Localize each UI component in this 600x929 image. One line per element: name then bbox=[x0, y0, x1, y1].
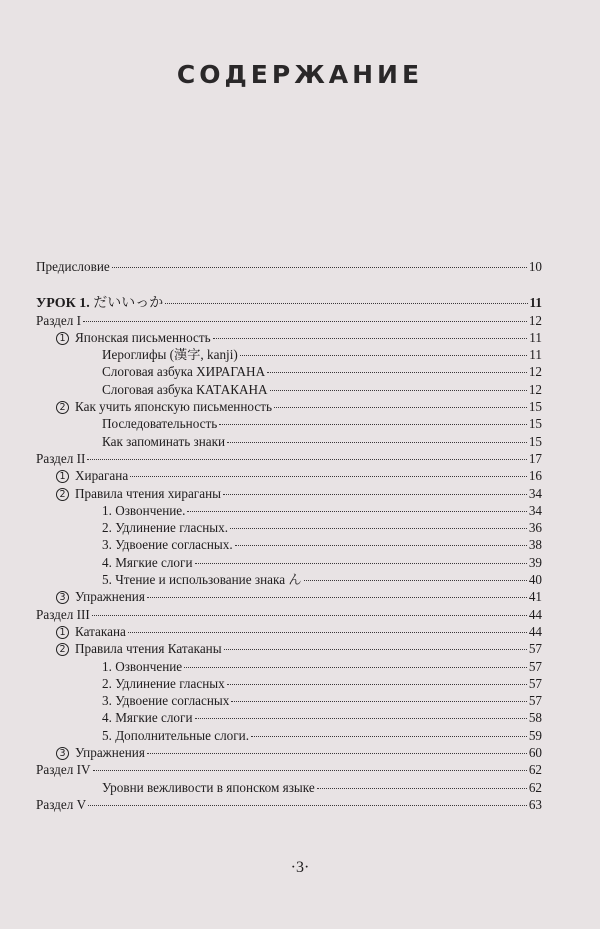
toc-entry[interactable] bbox=[36, 623, 542, 640]
dot-leader bbox=[92, 615, 527, 616]
dot-leader bbox=[112, 267, 527, 268]
toc-entry-page: 17 bbox=[528, 450, 542, 466]
toc-entry-page: 62 bbox=[528, 779, 542, 795]
toc-entry-text: 1. Озвончение. bbox=[102, 502, 186, 518]
toc-entry-text: 2. Удлинение гласных. bbox=[102, 520, 229, 536]
toc-entry-label bbox=[36, 761, 91, 778]
toc-entry[interactable] bbox=[36, 381, 542, 398]
toc-entry-text: Раздел I bbox=[36, 312, 81, 328]
toc-entry-page: 57 bbox=[528, 641, 542, 657]
toc-entry[interactable] bbox=[36, 433, 542, 450]
dot-leader bbox=[195, 718, 527, 719]
toc-entry-label: Предисловие bbox=[36, 259, 110, 274]
circled-number-icon: 1 bbox=[56, 470, 69, 483]
toc-entry[interactable] bbox=[36, 502, 542, 519]
toc-entry-page: 57 bbox=[528, 693, 542, 709]
toc-entry-page: 15 bbox=[528, 399, 542, 415]
toc-entry-label bbox=[102, 692, 229, 709]
toc-entry-page: 15 bbox=[528, 433, 542, 449]
dot-leader bbox=[165, 303, 527, 304]
toc-entry-text: Японская письменность bbox=[75, 329, 211, 345]
dot-leader bbox=[224, 649, 527, 650]
toc-entry-label bbox=[36, 606, 90, 623]
toc-entry-label bbox=[36, 450, 85, 467]
toc-entry-text: Как запоминать знаки bbox=[102, 433, 226, 449]
dot-leader bbox=[223, 494, 527, 495]
dot-leader bbox=[274, 407, 527, 408]
circled-number-icon: 2 bbox=[56, 643, 69, 656]
toc-entry[interactable] bbox=[36, 554, 542, 571]
toc-entry-page: 12 bbox=[528, 364, 542, 380]
toc-entry-label bbox=[102, 709, 193, 726]
dot-leader bbox=[83, 321, 527, 322]
toc-entry-label bbox=[56, 623, 126, 640]
dot-leader bbox=[317, 788, 527, 789]
page-title: СОДЕРЖАНИЕ bbox=[176, 60, 424, 89]
toc-entry-text: 2. Удлинение гласных bbox=[102, 675, 225, 691]
toc-entry[interactable] bbox=[36, 675, 542, 692]
dot-leader bbox=[88, 805, 527, 806]
toc-entry[interactable] bbox=[36, 796, 542, 813]
lesson-number: УРОК 1. bbox=[36, 296, 90, 312]
section-gap bbox=[36, 275, 542, 294]
toc-entry[interactable] bbox=[36, 312, 542, 329]
dot-leader bbox=[231, 701, 526, 702]
toc-entry[interactable] bbox=[36, 415, 542, 432]
toc-entry-page: 34 bbox=[528, 485, 542, 501]
toc-entry-text: Правила чтения хираганы bbox=[75, 485, 221, 501]
toc-entry-label bbox=[102, 415, 217, 432]
toc-entry-label bbox=[102, 363, 265, 380]
toc-entry-text: 5. Дополнительные слоги. bbox=[102, 727, 250, 743]
toc-entry[interactable] bbox=[36, 450, 542, 467]
toc-entry-text: 3. Удвоение согласных bbox=[102, 693, 230, 709]
toc-entry-text: 1. Озвончение bbox=[102, 658, 183, 674]
toc-entry[interactable] bbox=[36, 346, 542, 363]
toc-entry[interactable] bbox=[36, 519, 542, 536]
dot-leader bbox=[213, 338, 528, 339]
dot-leader bbox=[304, 580, 527, 581]
toc-entry-text: Раздел V bbox=[36, 796, 87, 812]
dot-leader bbox=[87, 459, 526, 460]
toc-entries bbox=[36, 312, 542, 814]
dot-leader bbox=[187, 511, 526, 512]
toc-entry-page: 11 bbox=[529, 329, 542, 345]
circled-number-icon: 2 bbox=[56, 488, 69, 501]
dot-leader bbox=[93, 770, 527, 771]
toc-entry[interactable] bbox=[36, 709, 542, 726]
toc-entry-text: Слоговая азбука КАТАКАНА bbox=[102, 381, 268, 397]
circled-number-icon: 3 bbox=[56, 747, 69, 760]
toc-entry[interactable] bbox=[36, 779, 542, 796]
toc-entry[interactable] bbox=[36, 363, 542, 380]
dot-leader bbox=[147, 753, 527, 754]
toc-entry-text: Иероглифы (漢字, kanji) bbox=[102, 347, 238, 363]
table-of-contents bbox=[36, 258, 542, 813]
toc-entry-label bbox=[102, 571, 302, 588]
circled-number-icon: 2 bbox=[56, 401, 69, 414]
toc-entry-page: 16 bbox=[528, 468, 542, 484]
toc-entry-page: 40 bbox=[528, 572, 542, 588]
toc-entry[interactable] bbox=[36, 588, 542, 605]
toc-entry-page: 11 bbox=[529, 347, 542, 363]
toc-entry-text: Хирагана bbox=[75, 468, 129, 484]
toc-entry-page: 36 bbox=[528, 520, 542, 536]
toc-entry-label bbox=[36, 295, 163, 312]
toc-entry-page: 12 bbox=[528, 312, 542, 328]
toc-entry-page: 39 bbox=[528, 554, 542, 570]
toc-entry[interactable] bbox=[36, 329, 542, 346]
toc-entry-text: 5. Чтение и использование знака ん bbox=[102, 572, 302, 588]
toc-entry-text: Раздел II bbox=[36, 450, 86, 466]
toc-entry-label bbox=[56, 485, 221, 502]
page-number: ·3· bbox=[290, 859, 310, 876]
toc-entry-text: Катакана bbox=[75, 623, 126, 639]
dot-leader bbox=[270, 390, 527, 391]
toc-entry-label bbox=[56, 398, 272, 415]
toc-entry-label bbox=[36, 312, 81, 329]
dot-leader bbox=[219, 424, 527, 425]
toc-entry[interactable] bbox=[36, 727, 542, 744]
toc-entry[interactable] bbox=[36, 658, 542, 675]
toc-entry-page: 41 bbox=[528, 589, 542, 605]
toc-entry-text: 4. Мягкие слоги bbox=[102, 710, 193, 726]
toc-entry-text: Правила чтения Катаканы bbox=[75, 641, 222, 657]
toc-entry[interactable] bbox=[36, 467, 542, 484]
toc-entry-page: 63 bbox=[528, 796, 542, 812]
toc-entry-text: Как учить японскую письменность bbox=[75, 399, 272, 415]
circled-number-icon: 1 bbox=[56, 332, 69, 345]
toc-entry-preface[interactable] bbox=[36, 258, 542, 275]
toc-entry-page: 57 bbox=[528, 675, 542, 691]
lesson-title-jp: だいいっか bbox=[93, 296, 164, 312]
toc-entry-page: 58 bbox=[528, 710, 542, 726]
toc-entry-label bbox=[102, 675, 225, 692]
toc-entry-label bbox=[56, 467, 128, 484]
toc-entry-page: 60 bbox=[528, 745, 542, 761]
toc-entry-text: 4. Мягкие слоги bbox=[102, 554, 193, 570]
toc-entry[interactable] bbox=[36, 606, 542, 623]
toc-entry-page: 11 bbox=[529, 295, 542, 311]
toc-entry-label bbox=[56, 744, 145, 761]
toc-entry-text: Последовательность bbox=[102, 416, 218, 432]
toc-entry-label bbox=[102, 519, 228, 536]
toc-entry-label bbox=[102, 658, 182, 675]
toc-entry-label bbox=[102, 381, 268, 398]
toc-entry-page: 15 bbox=[528, 416, 542, 432]
dot-leader bbox=[227, 442, 527, 443]
toc-entry-label bbox=[56, 588, 145, 605]
toc-entry-text: Упражнения bbox=[75, 589, 145, 605]
toc-entry-text: Уровни вежливости в японском языке bbox=[102, 779, 315, 795]
dot-leader bbox=[267, 372, 527, 373]
toc-entry[interactable] bbox=[36, 398, 542, 415]
toc-entry-text: Слоговая азбука ХИРАГАНА bbox=[102, 364, 266, 380]
toc-entry[interactable] bbox=[36, 640, 542, 657]
toc-entry-text: 3. Удвоение согласных. bbox=[102, 537, 233, 553]
toc-entry-page: 38 bbox=[528, 537, 542, 553]
dot-leader bbox=[195, 563, 527, 564]
toc-entry-label bbox=[102, 727, 249, 744]
toc-entry[interactable] bbox=[36, 536, 542, 553]
toc-entry-label bbox=[36, 796, 86, 813]
toc-entry-page: 57 bbox=[528, 658, 542, 674]
dot-leader bbox=[130, 476, 527, 477]
toc-entry-label bbox=[102, 502, 185, 519]
toc-entry-label bbox=[102, 554, 193, 571]
toc-entry-text: Упражнения bbox=[75, 745, 145, 761]
toc-entry-page: 10 bbox=[528, 259, 542, 274]
toc-entry-label bbox=[102, 779, 315, 796]
toc-entry[interactable] bbox=[36, 571, 542, 588]
toc-entry-text: Раздел IV bbox=[36, 762, 91, 778]
toc-entry-page: 44 bbox=[528, 623, 542, 639]
toc-entry[interactable] bbox=[36, 485, 542, 502]
dot-leader bbox=[184, 667, 527, 668]
dot-leader bbox=[251, 736, 527, 737]
toc-entry-lesson[interactable] bbox=[36, 294, 542, 311]
dot-leader bbox=[235, 545, 527, 546]
toc-entry-text: Раздел III bbox=[36, 606, 90, 622]
toc-entry-label bbox=[102, 433, 225, 450]
toc-entry-label bbox=[56, 640, 222, 657]
toc-entry-page: 62 bbox=[528, 762, 542, 778]
toc-entry-page: 59 bbox=[528, 727, 542, 743]
toc-entry-page: 34 bbox=[528, 502, 542, 518]
toc-entry-label bbox=[56, 329, 211, 346]
toc-entry-label bbox=[102, 346, 238, 363]
dot-leader bbox=[230, 528, 527, 529]
toc-entry-label bbox=[102, 536, 233, 553]
toc-entry-page: 12 bbox=[528, 381, 542, 397]
dot-leader bbox=[240, 355, 528, 356]
toc-entry-page: 44 bbox=[528, 606, 542, 622]
dot-leader bbox=[227, 684, 527, 685]
circled-number-icon: 1 bbox=[56, 626, 69, 639]
dot-leader bbox=[128, 632, 527, 633]
dot-leader bbox=[147, 597, 527, 598]
circled-number-icon: 3 bbox=[56, 591, 69, 604]
toc-entry[interactable] bbox=[36, 744, 542, 761]
toc-entry[interactable] bbox=[36, 692, 542, 709]
toc-entry[interactable] bbox=[36, 761, 542, 778]
